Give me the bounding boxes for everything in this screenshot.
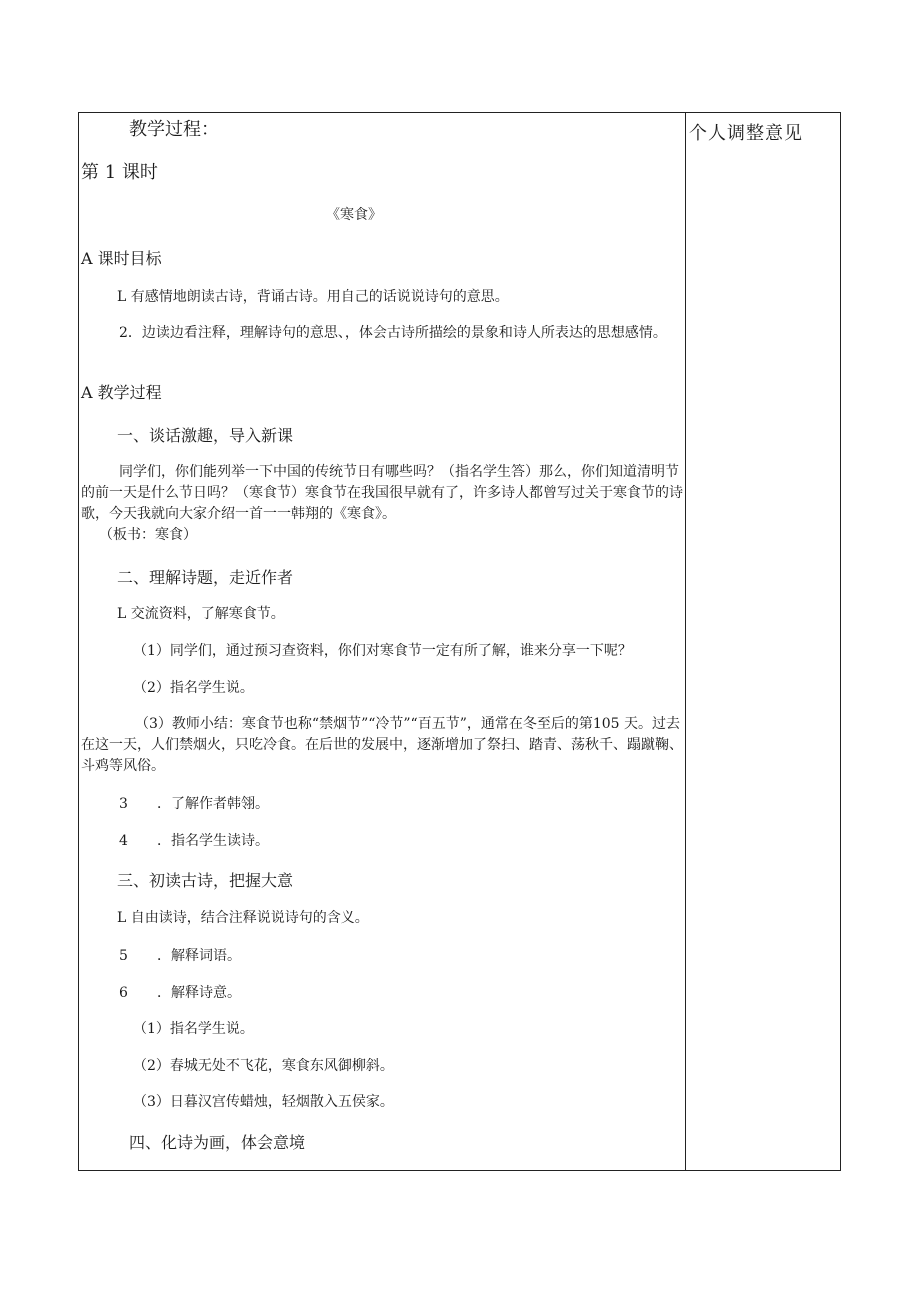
goals-heading: A 课时目标 — [81, 249, 162, 268]
part2-step-1a: （1）同学们，通过预习查资料，你们对寒食节一定有所了解，谁来分享一下呢？ — [133, 643, 632, 659]
part3-item-a: （1）指名学生说。 — [133, 1021, 254, 1037]
part4-title: 四、化诗为画，体会意境 — [129, 1133, 306, 1152]
part2-step-1b: （2）指名学生说。 — [133, 680, 254, 696]
part2-step-3: ．了解作者韩翎。 — [157, 796, 269, 812]
lesson-plan-table — [78, 112, 841, 1171]
part1-title: 一、谈话激趣，导入新课 — [117, 426, 294, 445]
column-divider — [685, 113, 686, 1170]
part2-step-3-number: 3 — [119, 796, 128, 812]
goal-item-1: L 有感情地朗读古诗，背诵古诗。用自己的话说说诗句的意思。 — [117, 289, 509, 305]
part3-title: 三、初读古诗，把握大意 — [117, 871, 294, 890]
part3-item-c: （3）日暮汉宫传蜡烛，轻烟散入五侯家。 — [133, 1094, 394, 1110]
part2-step-4: ．指名学生读诗。 — [157, 833, 269, 849]
part1-paragraph: 同学们，你们能列举一下中国的传统节日有哪些吗？（指名学生答）那么，你们知道清明节的前一天是什么节日吗？（寒食节）寒食节在我国很早就有了，许多诗人都曾写过关于寒食节的诗歌，今天我就向大家介绍一首一一韩翔的《寒食》。 — [81, 464, 683, 522]
part2-step-4-number: 4 — [119, 833, 128, 849]
part2-title: 二、理解诗题，走近作者 — [117, 568, 294, 587]
section-title: 教学过程： — [129, 119, 219, 140]
part3-step-5: ．解释词语。 — [157, 948, 241, 964]
part3-step-6: ．解释诗意。 — [157, 985, 241, 1001]
adjustment-column-title: 个人调整意见 — [689, 123, 803, 144]
poem-title: 《寒食》 — [326, 207, 382, 223]
part3-step-6-number: 6 — [119, 985, 128, 1001]
part2-step-1: L 交流资料，了解寒食节。 — [117, 606, 285, 622]
board-note: （板书：寒食） — [99, 527, 197, 543]
lesson-number: 第 1 课时 — [81, 162, 158, 183]
goal-item-2: 2．边读边看注释，理解诗句的意思、，体会古诗所描绘的景象和诗人所表达的思想感情。 — [119, 325, 667, 341]
part3-step-1: L 自由读诗，结合注释说说诗句的含义。 — [117, 910, 369, 926]
part2-step-1c: （3）教师小结：寒食节也称“禁烟节”“冷节”“百五节”，通常在冬至后的第105 天。过去在这一天，人们禁烟火，只吃冷食。在后世的发展中，逐渐增加了祭扫、踏青、荡秋千、蹋蹴鞠、斗鸡等风俗。 — [81, 716, 683, 774]
process-heading: A 教学过程 — [81, 383, 162, 402]
part3-item-b: （2）春城无处不飞花，寒食东风御柳斜。 — [133, 1058, 394, 1074]
part3-step-5-number: 5 — [119, 948, 128, 964]
